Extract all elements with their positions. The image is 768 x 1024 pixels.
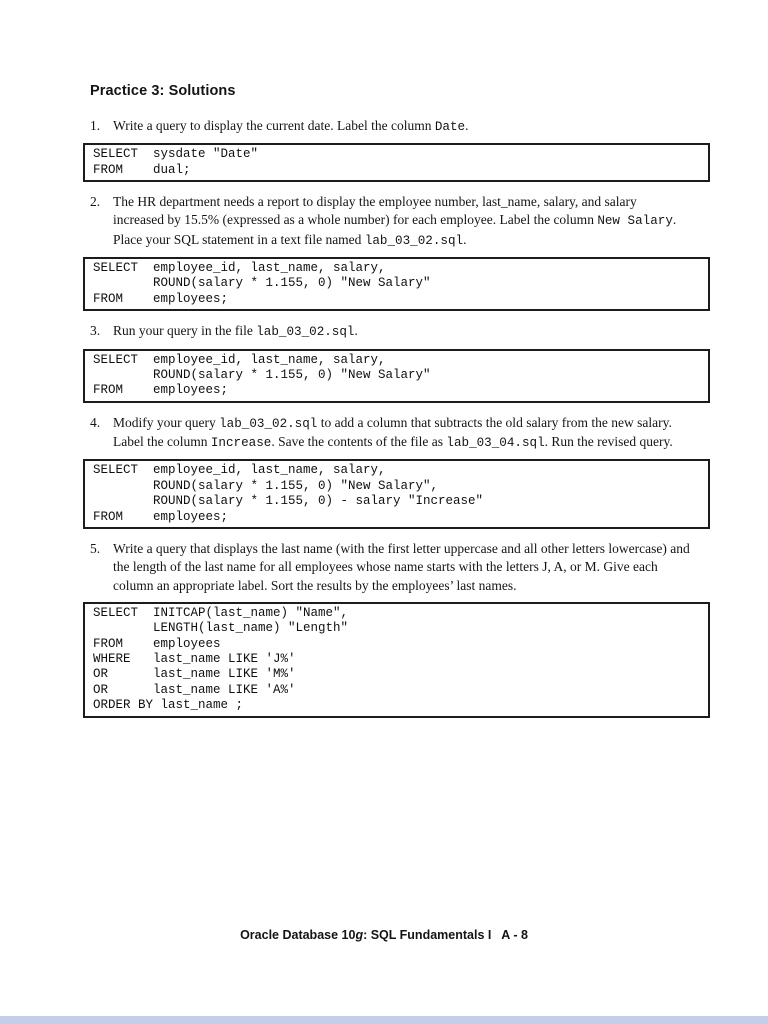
inline-code: lab_03_02.sql bbox=[256, 325, 355, 340]
sql-code-block bbox=[83, 349, 710, 403]
code-line: FROM employees; bbox=[93, 509, 229, 524]
item-number: 1. bbox=[90, 118, 101, 133]
text-run: Write a query that displays the last name (with the first letter uppercase and all other letters lowercase) and the length of the last name for all employees whose name starts with the letters J, A, or M. Give each column an appropriate label. Sort the results by the employees’ last names. bbox=[113, 540, 690, 593]
code-line: FROM employees; bbox=[93, 383, 229, 398]
sql-code-block bbox=[83, 459, 710, 529]
sql-code-block bbox=[83, 257, 710, 311]
text-run: The HR department needs a report to display the employee number, last_name, salary, and salary increased by 15.5% (expressed as a whole number) for each employee. Label the column bbox=[113, 194, 637, 228]
item-text bbox=[113, 193, 691, 250]
code-line: ORDER BY last_name ; bbox=[93, 698, 244, 713]
code-line: SELECT employee_id, last_name, salary, bbox=[93, 463, 386, 478]
item-text bbox=[113, 540, 691, 595]
practice-item bbox=[90, 117, 710, 136]
text-run: to add a column that subtracts the old salary from the new salary. Label the column bbox=[113, 414, 672, 450]
item-number: 2. bbox=[90, 194, 101, 210]
footer-course-title-italic: g bbox=[355, 928, 364, 942]
item-text bbox=[113, 322, 691, 341]
code-line: FROM dual; bbox=[93, 162, 191, 177]
inline-code: lab_03_02.sql bbox=[364, 233, 464, 248]
code-line: SELECT INITCAP(last_name) "Name", bbox=[93, 605, 349, 620]
inline-code: lab_03_04.sql bbox=[446, 436, 545, 451]
practice-items bbox=[90, 117, 710, 718]
practice-item bbox=[90, 322, 710, 341]
text-run: . Save the contents of the file as bbox=[271, 434, 447, 450]
inline-code: Date bbox=[434, 120, 466, 134]
inline-code: Increase bbox=[210, 436, 272, 451]
page-title: Practice 3: Solutions bbox=[90, 83, 236, 99]
text-run: . bbox=[354, 323, 358, 339]
text-run: Run your query in the file bbox=[113, 323, 257, 339]
inline-code: lab_03_02.sql bbox=[219, 416, 318, 431]
code-line: SELECT employee_id, last_name, salary, bbox=[93, 352, 386, 367]
code-line: OR last_name LIKE 'M%' bbox=[93, 667, 296, 682]
footer-page-number: : SQL Fundamentals I A - 8 bbox=[363, 928, 528, 942]
code-line: ROUND(salary * 1.155, 0) - salary "Increase" bbox=[93, 494, 484, 509]
text-run: . Place your SQL statement in a text file named bbox=[113, 212, 677, 247]
text-run: Modify your query bbox=[113, 414, 220, 430]
code-line: ROUND(salary * 1.155, 0) "New Salary" bbox=[93, 276, 431, 291]
text-run: Write a query to display the current date. Label the column bbox=[113, 118, 435, 133]
text-run: . Run the revised query. bbox=[544, 434, 673, 450]
item-number: 4. bbox=[90, 414, 101, 430]
code-line: WHERE last_name LIKE 'J%' bbox=[93, 652, 296, 667]
text-run: . bbox=[465, 118, 469, 133]
sql-code-block bbox=[83, 602, 710, 718]
code-line: ROUND(salary * 1.155, 0) "New Salary", bbox=[93, 478, 439, 493]
footer-course-title: Oracle Database 10 bbox=[240, 928, 356, 942]
item-text bbox=[113, 117, 691, 136]
practice-item bbox=[90, 540, 710, 595]
text-run: . bbox=[463, 231, 467, 247]
sql-code-block bbox=[83, 143, 710, 182]
code-line: LENGTH(last_name) "Length" bbox=[93, 621, 349, 636]
practice-item bbox=[90, 193, 710, 250]
item-number: 5. bbox=[90, 540, 101, 556]
inline-code: New Salary bbox=[597, 214, 673, 229]
code-line: OR last_name LIKE 'A%' bbox=[93, 682, 296, 697]
code-line: SELECT sysdate "Date" bbox=[93, 147, 259, 162]
code-line: FROM employees; bbox=[93, 291, 229, 306]
bottom-page-strip bbox=[0, 1016, 768, 1024]
code-line: SELECT employee_id, last_name, salary, bbox=[93, 261, 386, 275]
practice-item bbox=[90, 414, 710, 453]
code-line: ROUND(salary * 1.155, 0) "New Salary" bbox=[93, 367, 431, 382]
item-text bbox=[113, 414, 691, 453]
code-line: FROM employees bbox=[93, 636, 221, 651]
item-number: 3. bbox=[90, 323, 101, 339]
page-footer bbox=[0, 928, 768, 942]
